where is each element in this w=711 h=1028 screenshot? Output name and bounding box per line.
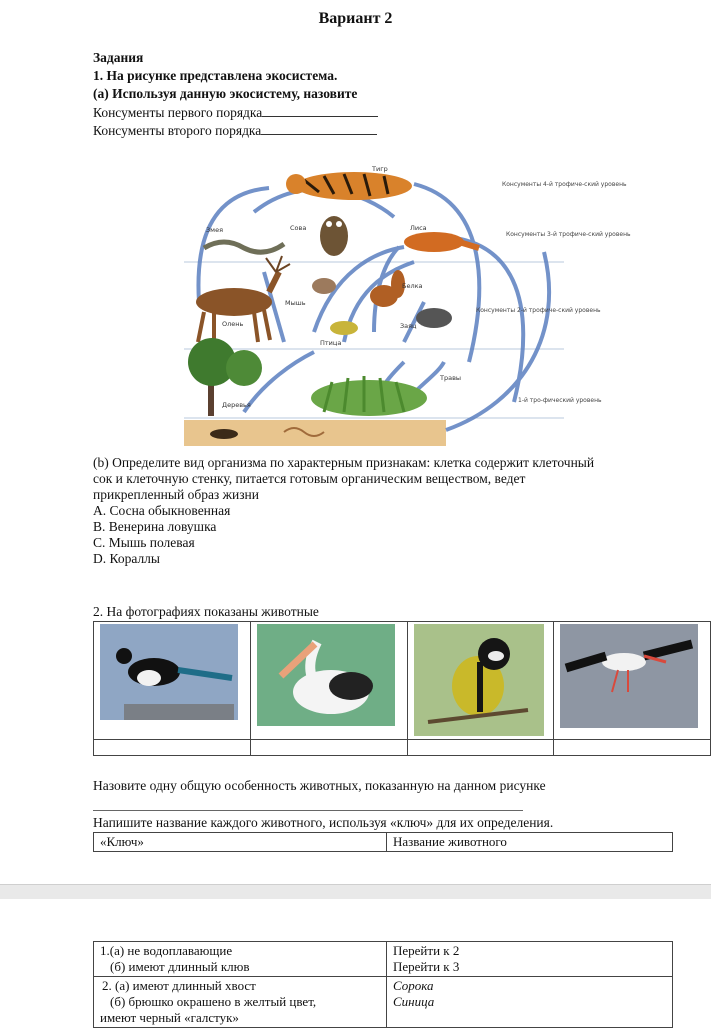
key-row-1-answers: [387, 942, 673, 977]
label-squirrel: Белка: [402, 282, 423, 290]
answer-cell-4[interactable]: [554, 740, 711, 756]
animal-photos-table: [93, 621, 711, 756]
label-owl: Сова: [290, 224, 307, 232]
common-feature-answer-line[interactable]: [93, 810, 523, 811]
option-a[interactable]: А. Сосна обыкновенная: [93, 503, 231, 518]
key-row-1: [94, 942, 387, 977]
consumers-second-label: Консументы второго порядка: [93, 123, 262, 138]
label-snake: Змея: [206, 226, 223, 234]
goto-2: Перейти к 2: [393, 943, 460, 958]
pelican-photo: [251, 622, 401, 732]
key-row2-b: (б) брюшко окрашено в желтый цвет,: [110, 994, 317, 1009]
option-c[interactable]: С. Мышь полевая: [93, 535, 195, 550]
answer-tit: Синица: [393, 994, 435, 1009]
answer-cell-2[interactable]: [250, 740, 407, 756]
label-mouse: Мышь: [285, 299, 306, 307]
mouse-image: [312, 278, 336, 294]
bird-image: [330, 321, 358, 335]
owl-image: [320, 216, 348, 256]
label-tiger: Тигр: [372, 165, 388, 173]
magpie-photo: [94, 622, 244, 732]
ecosystem-food-web-figure: [184, 162, 631, 448]
option-d[interactable]: D. Кораллы: [93, 551, 160, 566]
label-trees: Деревья: [222, 401, 251, 409]
tit-photo: [408, 622, 548, 738]
level3-label: Консументы 3-й трофиче-ский уровень: [506, 231, 631, 238]
level1-label: 1-й тро-фический уровень: [518, 397, 602, 404]
identification-key-table: [93, 941, 673, 1028]
label-fox: Лиса: [410, 224, 427, 232]
key-row-2-answers: [387, 977, 673, 1028]
consumers-first-label: Консументы первого порядка: [93, 105, 263, 120]
consumers-first-order: [93, 104, 378, 121]
key-prompt: Напишите название каждого животного, используя «ключ» для их определения.: [93, 815, 554, 830]
qb-line3: прикрепленный образ жизни: [93, 487, 259, 502]
photo-cell-pelican: [250, 622, 407, 740]
q2-heading: 2. На фотографиях показаны животные: [93, 604, 319, 619]
stork-photo: [554, 622, 704, 732]
label-hare: Заяц: [400, 322, 417, 330]
key-row1-b: (б) имеют длинный клюв: [110, 959, 250, 974]
label-bird: Птица: [320, 339, 342, 347]
common-feature-prompt: Назовите одну общую особенность животных, показанную на данном рисунке: [93, 778, 546, 793]
key-row2-c: имеют черный «галстук»: [100, 1010, 239, 1025]
key-col-header: «Ключ»: [94, 833, 387, 852]
tasks-heading: Задания: [93, 50, 144, 65]
consumers-second-order: [93, 122, 377, 139]
key-row1-a: 1.(а) не водоплавающие: [100, 943, 233, 958]
level2-label: Консументы 2-й трофиче-ский уровень: [476, 307, 601, 314]
hare-image: [416, 308, 452, 328]
label-deer: Олень: [222, 320, 244, 328]
qb-line2: сок и клеточную стенку, питается готовым органическим веществом, ведет: [93, 471, 526, 486]
answer-cell-1[interactable]: [94, 740, 251, 756]
q1-line1: 1. На рисунке представлена экосистема.: [93, 68, 338, 83]
answer-blank-1[interactable]: [262, 104, 378, 117]
key-row2-a: 2. (а) имеют длинный хвост: [102, 978, 256, 993]
animal-name-col-header: Название животного: [387, 833, 673, 852]
worksheet-page-2: [0, 899, 711, 1024]
photo-cell-magpie: [94, 622, 251, 740]
goto-3: Перейти к 3: [393, 959, 460, 974]
answer-magpie: Сорока: [393, 978, 434, 993]
q1-line2: (а) Используя данную экосистему, назовите: [93, 86, 358, 101]
level4-label: Консументы 4-й трофиче-ский уровень: [502, 181, 627, 188]
answer-blank-2[interactable]: [261, 122, 377, 135]
label-grass: Травы: [440, 374, 462, 382]
key-header-table: [93, 832, 673, 852]
photo-cell-tit: [407, 622, 554, 740]
qb-line1: (b) Определите вид организма по характерным признакам: клетка содержит клеточный: [93, 455, 595, 470]
page-title: Вариант 2: [318, 10, 393, 27]
option-b[interactable]: В. Венерина ловушка: [93, 519, 217, 534]
key-row-2: [94, 977, 387, 1028]
page-break: [0, 884, 711, 900]
answer-cell-3[interactable]: [407, 740, 554, 756]
photo-cell-stork: [554, 622, 711, 740]
